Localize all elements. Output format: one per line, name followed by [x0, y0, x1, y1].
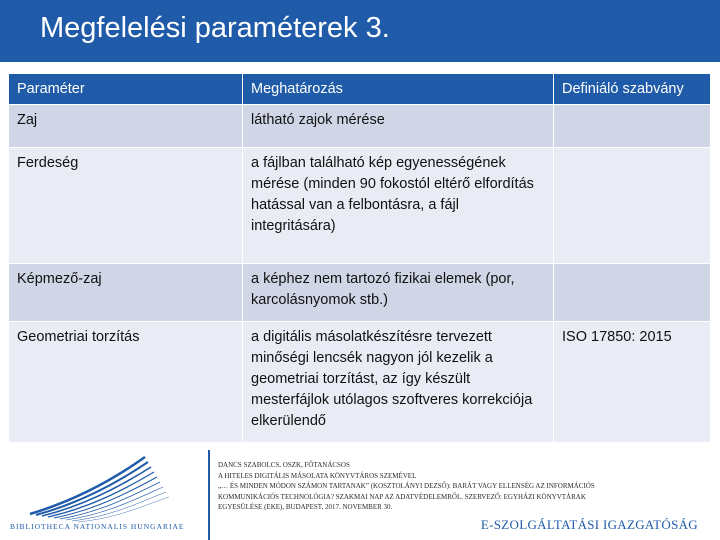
credit-line: DANCS SZABOLCS, OSZK, FŐTANÁCSOS: [218, 461, 350, 469]
cell-parameter: Ferdeség: [9, 148, 243, 264]
cell-definition: látható zajok mérése: [243, 105, 554, 148]
parameters-table: [8, 73, 711, 443]
library-logo-icon: [10, 452, 200, 532]
table-header-row: [9, 74, 711, 105]
credit-line: EGYESÜLÉSE (EKE), BUDAPEST, 2017. NOVEMBER 30.: [218, 503, 393, 511]
cell-definition: a képhez nem tartozó fizikai elemek (por, karcolásnyomok stb.): [243, 264, 554, 322]
brand-label: E-SZOLGÁLTATÁSI IGAZGATÓSÁG: [480, 517, 698, 532]
cell-standard: [554, 148, 711, 264]
title-bar: [0, 0, 720, 62]
cell-parameter: Képmező-zaj: [9, 264, 243, 322]
cell-parameter: Zaj: [9, 105, 243, 148]
cell-standard: ISO 17850: 2015: [554, 322, 711, 443]
credit-line: „… ÉS MINDEN MÓDON SZÁMON TARTANAK” (KOSZTOLÁNYI DEZSŐ): BARÁT VAGY ELLENSÉG AZ INFORMÁCIÓS: [218, 482, 595, 490]
credit-line: A HITELES DIGITÁLIS MÁSOLATA KÖNYVTÁROS SZEMÉVEL: [218, 471, 417, 480]
cell-standard: [554, 105, 711, 148]
table-row: [9, 105, 711, 148]
logo-caption: BIBLIOTHECA NATIONALIS HUNGARIAE: [10, 522, 185, 531]
cell-standard: [554, 264, 711, 322]
cell-definition: a fájlban található kép egyenességének mérése (minden 90 fokostól eltérő elfordítás hatással van a felbontásra, a fájl integritására): [243, 148, 554, 264]
table-row: [9, 148, 711, 264]
table-row: [9, 322, 711, 443]
header-definition: Meghatározás: [243, 74, 554, 105]
footer-divider: [208, 450, 210, 540]
cell-parameter: Geometriai torzítás: [9, 322, 243, 443]
credit-text: [218, 460, 688, 513]
credit-line: KOMMUNIKÁCIÓS TECHNOLÓGIA? SZAKMAI NAP AZ ADATVÉDELEMRŐL. SZERVEZŐ: EGYHÁZI KÖNYVTÁRAK: [218, 492, 586, 501]
slide-title: Megfelelési paraméterek 3.: [40, 12, 390, 44]
header-standard: Definiáló szabvány: [554, 74, 711, 105]
table-row: [9, 264, 711, 322]
cell-definition: a digitális másolatkészítésre tervezett minőségi lencsék nagyon jól kezelik a geometriai torzítást, az így készült mesterfájlok utólagos szoftveres korrekciója elkerülendő: [243, 322, 554, 443]
header-parameter: Paraméter: [9, 74, 243, 105]
